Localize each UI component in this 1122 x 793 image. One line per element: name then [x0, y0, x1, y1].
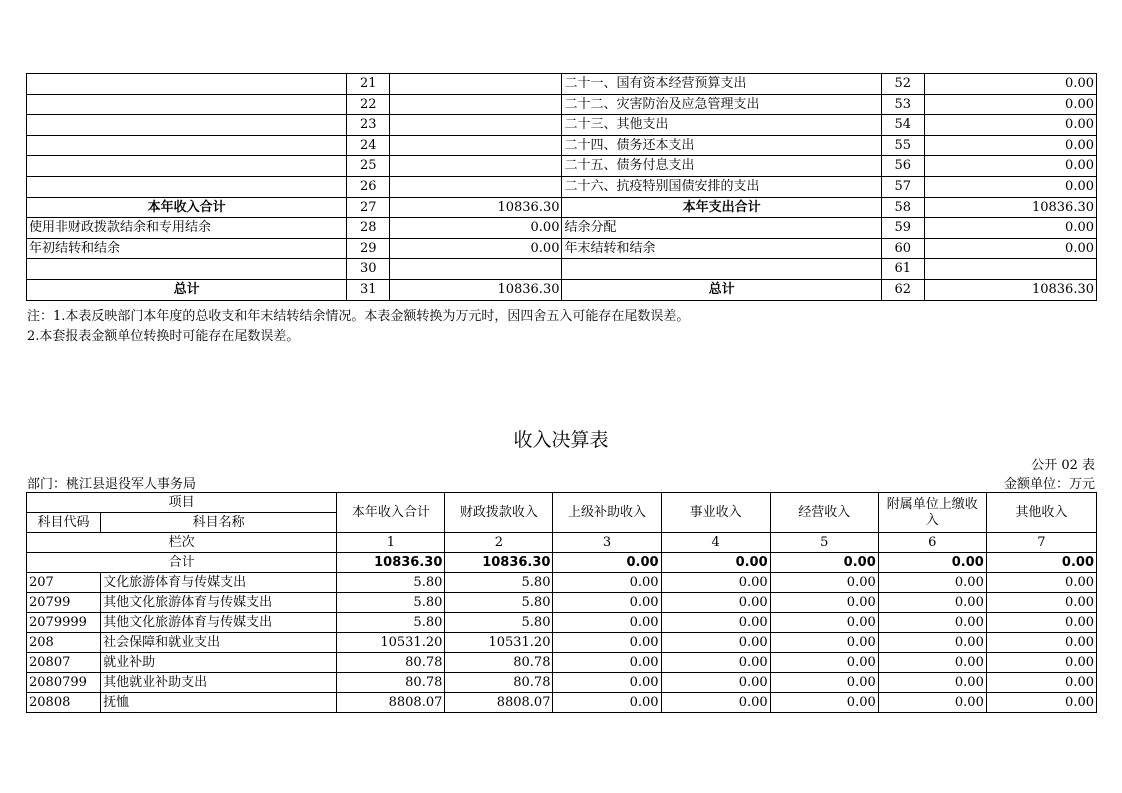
amount-cell: 80.78	[445, 653, 553, 673]
amount-cell: 0.00	[986, 613, 1096, 633]
income-amount	[390, 176, 562, 197]
subject-name: 其他就业补助支出	[101, 673, 337, 693]
subject-code: 20799	[27, 593, 101, 613]
income-amount	[390, 94, 562, 115]
header-row-1	[27, 493, 1097, 513]
income-line-no: 31	[347, 279, 390, 300]
row-label: 栏次	[27, 533, 337, 553]
expense-line-no: 61	[881, 259, 924, 280]
subject-code: 2080799	[27, 673, 101, 693]
summary-row	[27, 279, 1097, 300]
subject-name: 其他文化旅游体育与传媒支出	[101, 593, 337, 613]
summary-row	[27, 238, 1097, 259]
income-line-no: 24	[347, 135, 390, 156]
summary-row	[27, 135, 1097, 156]
income-item	[27, 115, 347, 136]
amount-cell: 10531.20	[337, 633, 445, 653]
income-line-no: 25	[347, 156, 390, 177]
amount-cell: 0.00	[770, 653, 878, 673]
amount-cell: 0.00	[878, 653, 986, 673]
amount-cell: 0.00	[770, 593, 878, 613]
expense-amount: 0.00	[924, 218, 1096, 239]
income-item	[27, 74, 347, 95]
subject-name: 抚恤	[101, 693, 337, 713]
amount-cell: 0.00	[878, 613, 986, 633]
expense-item: 总计	[562, 279, 881, 300]
table-row	[27, 573, 1097, 593]
header-col-4: 事业收入	[661, 493, 770, 533]
amount-cell: 0.00	[661, 673, 770, 693]
expense-line-no: 60	[881, 238, 924, 259]
header-name: 科目名称	[101, 513, 337, 533]
amount-cell: 0.00	[878, 633, 986, 653]
summary-row	[27, 74, 1097, 95]
subject-name: 文化旅游体育与传媒支出	[101, 573, 337, 593]
amount-cell: 0.00	[770, 633, 878, 653]
amount-cell: 5.80	[337, 573, 445, 593]
income-line-no: 30	[347, 259, 390, 280]
income-amount: 10836.30	[390, 197, 562, 218]
expense-amount: 0.00	[924, 94, 1096, 115]
header-item: 项目	[27, 493, 337, 513]
amount-cell: 0.00	[878, 593, 986, 613]
col-num: 1	[337, 533, 445, 553]
table-row	[27, 693, 1097, 713]
table-row	[27, 593, 1097, 613]
column-number-row	[27, 533, 1097, 553]
income-amount	[390, 135, 562, 156]
amount-cell: 5.80	[445, 573, 553, 593]
amount-cell: 5.80	[445, 613, 553, 633]
form-code: 公开 02 表	[1031, 458, 1095, 473]
amount-cell: 0.00	[661, 653, 770, 673]
amount-cell: 0.00	[878, 573, 986, 593]
col-num: 4	[661, 533, 770, 553]
amount-cell: 5.80	[337, 593, 445, 613]
income-amount	[390, 156, 562, 177]
subject-code: 208	[27, 633, 101, 653]
summary-row	[27, 176, 1097, 197]
amount-cell: 0.00	[986, 633, 1096, 653]
header-col-5: 经营收入	[770, 493, 878, 533]
expense-item: 二十五、债务付息支出	[562, 156, 881, 177]
expense-amount: 10836.30	[924, 279, 1096, 300]
income-amount	[390, 74, 562, 95]
amount-cell: 0.00	[770, 673, 878, 693]
income-item	[27, 94, 347, 115]
total-row	[27, 553, 1097, 573]
expense-item	[562, 259, 881, 280]
amount-cell: 80.78	[337, 673, 445, 693]
expense-amount	[924, 259, 1096, 280]
table-row	[27, 633, 1097, 653]
expense-line-no: 53	[881, 94, 924, 115]
expense-item: 结余分配	[562, 218, 881, 239]
income-line-no: 22	[347, 94, 390, 115]
income-line-no: 26	[347, 176, 390, 197]
income-line-no: 21	[347, 74, 390, 95]
header-code: 科目代码	[27, 513, 101, 533]
expense-line-no: 59	[881, 218, 924, 239]
expense-item: 二十三、其他支出	[562, 115, 881, 136]
income-amount: 0.00	[390, 218, 562, 239]
amount-cell: 0.00	[770, 573, 878, 593]
page-title: 收入决算表	[513, 429, 609, 451]
income-table	[26, 492, 1097, 713]
header-col-7: 其他收入	[986, 493, 1096, 533]
amount-cell: 0.00	[553, 613, 661, 633]
expense-line-no: 57	[881, 176, 924, 197]
amount-cell: 0.00	[878, 673, 986, 693]
income-line-no: 29	[347, 238, 390, 259]
header-col-2: 财政拨款收入	[445, 493, 553, 533]
income-item	[27, 156, 347, 177]
expense-amount: 0.00	[924, 115, 1096, 136]
amount-cell: 0.00	[553, 653, 661, 673]
col-num: 2	[445, 533, 553, 553]
income-item: 本年收入合计	[27, 197, 347, 218]
income-amount: 10836.30	[390, 279, 562, 300]
amount-cell: 0.00	[986, 573, 1096, 593]
expense-amount: 0.00	[924, 156, 1096, 177]
amount-cell: 0.00	[986, 673, 1096, 693]
expense-line-no: 54	[881, 115, 924, 136]
subject-code: 20807	[27, 653, 101, 673]
table-row	[27, 653, 1097, 673]
income-item	[27, 259, 347, 280]
expense-item: 二十六、抗疫特别国债安排的支出	[562, 176, 881, 197]
income-line-no: 28	[347, 218, 390, 239]
income-line-no: 23	[347, 115, 390, 136]
expense-amount: 0.00	[924, 74, 1096, 95]
income-item: 使用非财政拨款结余和专用结余	[27, 218, 347, 239]
expense-item: 二十一、国有资本经营预算支出	[562, 74, 881, 95]
amount-cell: 0.00	[770, 693, 878, 713]
expense-amount: 0.00	[924, 176, 1096, 197]
expense-item: 年末结转和结余	[562, 238, 881, 259]
amount-cell: 0.00	[986, 653, 1096, 673]
summary-row	[27, 156, 1097, 177]
col-num: 3	[553, 533, 661, 553]
total-value: 0.00	[553, 553, 661, 573]
income-amount: 0.00	[390, 238, 562, 259]
total-label: 合计	[27, 553, 337, 573]
note-line-2: 2.本套报表金额单位转换时可能存在尾数误差。	[27, 329, 300, 344]
expense-item: 二十二、灾害防治及应急管理支出	[562, 94, 881, 115]
expense-line-no: 52	[881, 74, 924, 95]
header-col-1: 本年收入合计	[337, 493, 445, 533]
income-amount	[390, 115, 562, 136]
total-value: 10836.30	[445, 553, 553, 573]
amount-cell: 0.00	[986, 693, 1096, 713]
col-num: 6	[878, 533, 986, 553]
amount-cell: 0.00	[553, 593, 661, 613]
income-item: 总计	[27, 279, 347, 300]
summary-row	[27, 259, 1097, 280]
income-item	[27, 176, 347, 197]
amount-cell: 5.80	[445, 593, 553, 613]
unit-label: 金额单位：万元	[1003, 477, 1095, 492]
expense-line-no: 55	[881, 135, 924, 156]
col-num: 7	[986, 533, 1096, 553]
amount-cell: 0.00	[661, 613, 770, 633]
expense-amount: 0.00	[924, 238, 1096, 259]
subject-code: 20808	[27, 693, 101, 713]
summary-row	[27, 197, 1097, 218]
amount-cell: 0.00	[661, 633, 770, 653]
amount-cell: 0.00	[878, 693, 986, 713]
amount-cell: 0.00	[553, 693, 661, 713]
income-line-no: 27	[347, 197, 390, 218]
summary-table	[26, 73, 1097, 301]
total-value: 0.00	[770, 553, 878, 573]
income-item	[27, 135, 347, 156]
amount-cell: 0.00	[770, 613, 878, 633]
expense-item: 本年支出合计	[562, 197, 881, 218]
amount-cell: 0.00	[553, 633, 661, 653]
income-item: 年初结转和结余	[27, 238, 347, 259]
amount-cell: 10531.20	[445, 633, 553, 653]
table-row	[27, 613, 1097, 633]
expense-line-no: 58	[881, 197, 924, 218]
amount-cell: 5.80	[337, 613, 445, 633]
subject-code: 2079999	[27, 613, 101, 633]
total-value: 10836.30	[337, 553, 445, 573]
subject-code: 207	[27, 573, 101, 593]
amount-cell: 8808.07	[337, 693, 445, 713]
department-label: 部门：桃江县退役军人事务局	[27, 477, 197, 492]
header-col-3: 上级补助收入	[553, 493, 661, 533]
header-col-6: 附属单位上缴收入	[878, 493, 986, 533]
amount-cell: 80.78	[445, 673, 553, 693]
amount-cell: 0.00	[553, 673, 661, 693]
subject-name: 社会保障和就业支出	[101, 633, 337, 653]
expense-item: 二十四、债务还本支出	[562, 135, 881, 156]
amount-cell: 80.78	[337, 653, 445, 673]
subject-name: 其他文化旅游体育与传媒支出	[101, 613, 337, 633]
table-row	[27, 673, 1097, 693]
col-num: 5	[770, 533, 878, 553]
expense-line-no: 56	[881, 156, 924, 177]
total-value: 0.00	[986, 553, 1096, 573]
subject-name: 就业补助	[101, 653, 337, 673]
amount-cell: 0.00	[661, 573, 770, 593]
summary-row	[27, 115, 1097, 136]
expense-amount: 10836.30	[924, 197, 1096, 218]
total-value: 0.00	[878, 553, 986, 573]
amount-cell: 0.00	[553, 573, 661, 593]
amount-cell: 8808.07	[445, 693, 553, 713]
summary-row	[27, 94, 1097, 115]
expense-line-no: 62	[881, 279, 924, 300]
total-value: 0.00	[661, 553, 770, 573]
income-amount	[390, 259, 562, 280]
summary-row	[27, 218, 1097, 239]
amount-cell: 0.00	[661, 693, 770, 713]
expense-amount: 0.00	[924, 135, 1096, 156]
amount-cell: 0.00	[986, 593, 1096, 613]
amount-cell: 0.00	[661, 593, 770, 613]
note-line-1: 注：1.本表反映部门本年度的总收支和年末结转结余情况。本表金额转换为万元时，因四舍五入可能存在尾数误差。	[27, 309, 690, 324]
